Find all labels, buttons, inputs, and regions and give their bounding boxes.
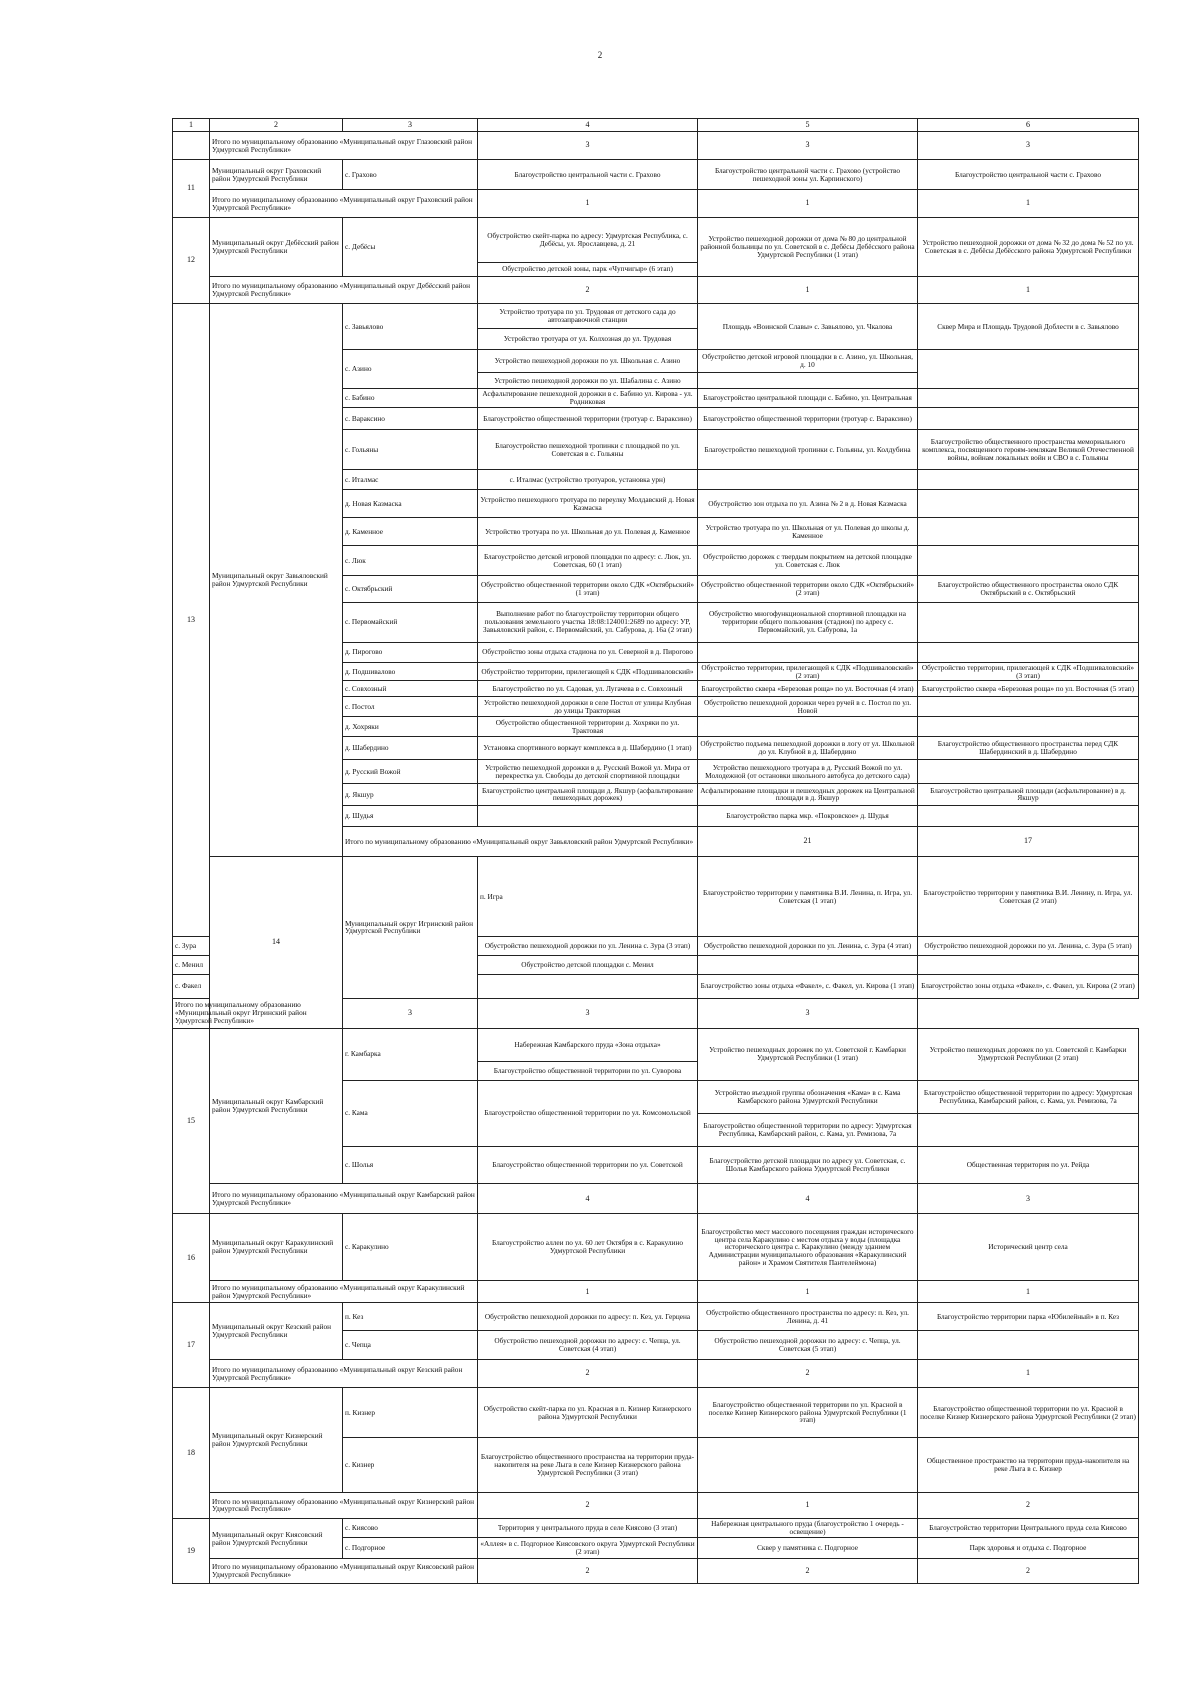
table-cell: д. Шудья xyxy=(343,806,478,827)
table-cell: Обустройство зон отдыха по ул. Азина № 2 в д. Новая Казмаска xyxy=(698,490,918,518)
table-cell xyxy=(478,975,698,998)
table-row xyxy=(173,303,1139,329)
table-cell: Устройство тротуара от ул. Колхозная до ул. Трудовая xyxy=(478,329,698,350)
table-cell: Обустройство территории, прилегающей к СДК «Подшиваловский» (3 этап) xyxy=(918,662,1139,681)
table-cell xyxy=(918,806,1139,827)
table-cell: с. Совхозный xyxy=(343,681,478,697)
table-cell: с. Первомайский xyxy=(343,602,478,642)
table-cell: Устройство пешеходной дорожки от дома № 80 до центральной районной больницы по ул. Советской в с. Дебёсы Дебёсского района Удмуртской Республики (1 этап) xyxy=(698,218,918,277)
table-cell xyxy=(698,1438,918,1493)
table-cell: с. Азино xyxy=(343,350,478,389)
table-cell xyxy=(698,717,918,737)
table-cell xyxy=(918,545,1139,575)
table-row xyxy=(173,1303,1139,1331)
table-row xyxy=(173,1184,1139,1214)
table-cell: д. Русский Вожой xyxy=(343,760,478,783)
table-cell: 21 xyxy=(698,827,918,857)
table-cell: с. Вараксино xyxy=(343,408,478,430)
table-cell: Муниципальный округ Кезский район Удмуртской Республики xyxy=(210,1303,343,1360)
table-cell: Устройство тротуара по ул. Школьная до ул. Полевая д. Каменное xyxy=(478,518,698,546)
table-cell: 1 xyxy=(698,1281,918,1303)
table-cell: Муниципальный округ Завьяловский район Удмуртской Республики xyxy=(210,303,343,857)
table-cell: Устройство въездной группы обозначения «Кама» в с. Кама Камбарского района Удмуртской Республики xyxy=(698,1080,918,1113)
table-cell: 1 xyxy=(698,277,918,304)
table-cell: 12 xyxy=(173,218,210,304)
table-cell: Благоустройство общественной территории по ул. Советской xyxy=(478,1146,698,1184)
table-cell: Благоустройство общественной территории по адресу: Удмуртская Республика, Камбарский район, с. Кама, ул. Ремизова, 7а xyxy=(698,1114,918,1146)
table-cell xyxy=(918,470,1139,490)
table-cell: 1 xyxy=(918,190,1139,218)
table-cell: 3 xyxy=(478,132,698,160)
table-row xyxy=(173,1388,1139,1438)
table-cell: 1 xyxy=(918,1281,1139,1303)
table-cell: 1 xyxy=(698,190,918,218)
table-cell: Благоустройство аллеи по ул. 60 лет Октября в с. Каракулино Удмуртской Республики xyxy=(478,1214,698,1281)
table-cell: Благоустройство общественного пространства перед СДК Шабердинский в д. Шабердино xyxy=(918,737,1139,760)
table-row xyxy=(173,857,1139,937)
table-cell: Благоустройство общественной территории по ул. Комсомольской xyxy=(478,1080,698,1146)
table-cell: Обустройство подъема пешеходной дорожки в логу от ул. Школьной до ул. Клубной в д. Шабердино xyxy=(698,737,918,760)
table-cell: Благоустройство сквера «Березовая роща» по ул. Восточная (5 этап) xyxy=(918,681,1139,697)
table-cell: Итого по муниципальному образованию «Муниципальный округ Глазовский район Удмуртской Республики» xyxy=(210,132,478,160)
table-cell: с. Кизнер xyxy=(343,1438,478,1493)
table-cell: 11 xyxy=(173,160,210,218)
table-cell: 17 xyxy=(173,1303,210,1388)
table-cell: Благоустройство территории у памятника В.И. Ленину, п. Игра, ул. Советская (2 этап) xyxy=(918,857,1139,937)
table-cell xyxy=(918,602,1139,642)
table-cell: Обустройство пешеходной дорожки по ул. Ленина, с. Зура (4 этап) xyxy=(698,937,918,956)
column-number: 5 xyxy=(698,119,918,132)
table-cell xyxy=(918,389,1139,408)
table-cell: Итого по муниципальному образованию «Муниципальный округ Граховский район Удмуртской Республики» xyxy=(210,190,478,218)
table-cell: Благоустройство общественной территории (тротуар с. Вараксино) xyxy=(478,408,698,430)
column-number: 4 xyxy=(478,119,698,132)
table-cell: 1 xyxy=(478,1281,698,1303)
table-cell: 3 xyxy=(918,132,1139,160)
table-cell xyxy=(173,132,210,160)
table-cell xyxy=(918,350,1139,389)
table-cell: Итого по муниципальному образованию «Муниципальный округ Каракулинский район Удмуртской Республики» xyxy=(210,1281,478,1303)
table-cell xyxy=(698,372,918,389)
table-cell: Обустройство пешеходной дорожки по адресу: п. Кез, ул. Герцена xyxy=(478,1303,698,1331)
table-cell: Обустройство территории, прилегающей к СДК «Подшиваловский» xyxy=(478,662,698,681)
table-cell: с. Кама xyxy=(343,1080,478,1146)
table-cell: Устройство пешеходной дорожки по ул. Школьная с. Азино xyxy=(478,350,698,372)
table-row xyxy=(173,1559,1139,1584)
table-row xyxy=(173,132,1139,160)
table-cell: Обустройство пешеходной дорожки по ул. Ленина с. Зура (3 этап) xyxy=(478,937,698,956)
table-cell xyxy=(918,760,1139,783)
table-cell xyxy=(918,518,1139,546)
table-cell: с. Грахово xyxy=(343,160,478,190)
table-cell: Благоустройство сквера «Березовая роща» по ул. Восточная (4 этап) xyxy=(698,681,918,697)
table-cell: 2 xyxy=(918,1492,1139,1519)
table-cell: Установка спортивного воркаут комплекса в д. Шабердино (1 этап) xyxy=(478,737,698,760)
table-row xyxy=(173,1214,1139,1281)
table-cell: Благоустройство пешеходной тропинки с. Гольяны, ул. Колдубина xyxy=(698,430,918,470)
table-cell: 2 xyxy=(478,1559,698,1584)
table-cell: Благоустройство центральной площади с. Бабино, ул. Центральная xyxy=(698,389,918,408)
table-row xyxy=(173,160,1139,190)
table-cell: Обустройство общественной территории д. Хохряки по ул. Трактовая xyxy=(478,717,698,737)
table-cell: Обустройство территории, прилегающей к СДК «Подшиваловский» (2 этап) xyxy=(698,662,918,681)
table-cell: 3 xyxy=(343,998,478,1028)
table-cell: Устройство пешеходной дорожки от дома № 32 до дома № 52 по ул. Советская в с. Дебёсы Дебёсского района Удмуртской Республики xyxy=(918,218,1139,277)
table-cell: Благоустройство общественной территории по ул. Красной в поселке Кизнер Кизнерского района Удмуртской Республики (2 этап) xyxy=(918,1388,1139,1438)
table-cell: Устройство пешеходного тротуара в д. Русский Вожой по ул. Молодежной (от остановки школьного автобуса до детского сада) xyxy=(698,760,918,783)
table-cell: Благоустройство общественного пространства около СДК Октябрьский в с. Октябрьский xyxy=(918,576,1139,603)
table-cell: с. Люк xyxy=(343,545,478,575)
table-cell: 3 xyxy=(478,998,698,1028)
table-cell: с. Чепца xyxy=(343,1331,478,1360)
table-cell: Благоустройство общественного пространства мемориального комплекса, посвященного героям-землякам Великой Отечественной войны, войнам локальных войн и СВО в с. Гольяны xyxy=(918,430,1139,470)
table-cell: Парк здоровья и отдыха с. Подгорное xyxy=(918,1537,1139,1558)
table-row xyxy=(173,1492,1139,1519)
table-cell: Выполнение работ по благоустройству территории общего пользования земельного участка 18:08:124001:2689 по адресу: УР, Завьяловский район, с. Первомайский, ул. Сабурова, д. 16а (2 этап) xyxy=(478,602,698,642)
table-cell: Обустройство пешеходной дорожки по адресу: с. Чепца, ул. Советская (5 этап) xyxy=(698,1331,918,1360)
table-cell: Благоустройство центральной площади д. Якшур (асфальтирование пешеходных дорожек) xyxy=(478,783,698,805)
table-cell: Муниципальный округ Граховский район Удмуртской Республики xyxy=(210,160,343,190)
table-row xyxy=(173,1281,1139,1303)
table-cell: Благоустройство центральной части с. Грахово xyxy=(918,160,1139,190)
table-cell: Обустройство общественной территории около СДК «Октябрьский» (1 этап) xyxy=(478,576,698,603)
table-cell: Итого по муниципальному образованию «Муниципальный округ Киясовский район Удмуртской Республики» xyxy=(210,1559,478,1584)
table-cell: 2 xyxy=(478,1360,698,1388)
table-cell: 3 xyxy=(698,998,918,1028)
table-cell: Обустройство зоны отдыха стадиона по ул. Северной в д. Пирогово xyxy=(478,642,698,662)
table-cell: с. Бабино xyxy=(343,389,478,408)
table-cell: Устройство тротуара по ул. Школьная от ул. Полевая до школы д. Каменное xyxy=(698,518,918,546)
table-cell: 15 xyxy=(173,1028,210,1214)
table-row xyxy=(173,1360,1139,1388)
table-cell: п. Кез xyxy=(343,1303,478,1331)
table-cell: Территория у центрального пруда в селе Киясово (3 этап) xyxy=(478,1519,698,1538)
table-cell: Набережная Камбарского пруда «Зона отдыха» xyxy=(478,1028,698,1061)
table-cell xyxy=(698,642,918,662)
table-cell: 2 xyxy=(918,1559,1139,1584)
table-cell xyxy=(698,470,918,490)
table-row xyxy=(173,190,1139,218)
table-cell: д. Якшур xyxy=(343,783,478,805)
column-number: 2 xyxy=(210,119,343,132)
table-cell: Благоустройство общественной территории по ул. Красной в поселке Кизнер Кизнерского района Удмуртской Республики (1 этап) xyxy=(698,1388,918,1438)
table-cell: 2 xyxy=(698,1360,918,1388)
table-cell: Благоустройство мест массового посещения граждан исторического центра села Каракулино с местом отдыха у воды (площадка исторического центра с. Каракулино (между зданием Администрации муниципального образования «Каракулинский район» и Храмом Святителя Пантелеймона) xyxy=(698,1214,918,1281)
table-cell: Обустройство многофункциональной спортивной площадки на территории общего пользования (стадион) по адресу с. Первомайский, ул. Сабурова, 1а xyxy=(698,602,918,642)
table-cell: 17 xyxy=(918,827,1139,857)
table-row xyxy=(173,1519,1139,1538)
table-cell: Обустройство общественной территории около СДК «Октябрьский» (2 этап) xyxy=(698,576,918,603)
column-number: 1 xyxy=(173,119,210,132)
table-row xyxy=(173,1028,1139,1061)
table-cell: Благоустройство центральной площади (асфальтирование) в д. Якшур xyxy=(918,783,1139,805)
table-cell: Муниципальный округ Камбарский район Удмуртской Республики xyxy=(210,1028,343,1184)
table-cell: Муниципальный округ Каракулинский район Удмуртской Республики xyxy=(210,1214,343,1281)
table-cell: Обустройство скейт-парка по ул. Красная в п. Кизнер Кизнерского района Удмуртской Республики xyxy=(478,1388,698,1438)
table-cell: Устройство пешеходных дорожек по ул. Советской г. Камбарки Удмуртской Республики (2 этап) xyxy=(918,1028,1139,1080)
table-cell: Сквер у памятника с. Подгорное xyxy=(698,1537,918,1558)
table-cell xyxy=(478,806,698,827)
table-cell xyxy=(698,956,918,975)
table-cell: Обустройство детской площадки с. Менил xyxy=(478,956,698,975)
table-cell: Итого по муниципальному образованию «Муниципальный округ Дебёсский район Удмуртской Республики» xyxy=(210,277,478,304)
table-cell: Обустройство пешеходной дорожки по ул. Ленина, с. Зура (5 этап) xyxy=(918,937,1139,956)
table-cell: Итого по муниципальному образованию «Муниципальный округ Игринский район Удмуртской Республики» xyxy=(173,998,343,1028)
table-cell: с. Дебёсы xyxy=(343,218,478,277)
table-cell: Общественное пространство на территории пруда-накопителя на реке Лыга в с. Кизнер xyxy=(918,1438,1139,1493)
table-cell: Благоустройство детской игровой площадки по адресу: с. Люк, ул. Советская, 60 (1 этап) xyxy=(478,545,698,575)
table-cell: д. Пирогово xyxy=(343,642,478,662)
table-cell: Итого по муниципальному образованию «Муниципальный округ Завьяловский район Удмуртской Республики» xyxy=(343,827,698,857)
table-cell: 2 xyxy=(478,277,698,304)
table-cell: Сквер Мира и Площадь Трудовой Доблести в с. Завьялово xyxy=(918,303,1139,350)
table-cell: 1 xyxy=(918,1360,1139,1388)
table-cell: с. Подгорное xyxy=(343,1537,478,1558)
table-cell xyxy=(918,642,1139,662)
table-cell: Благоустройство общественной территории по адресу: Удмуртская Республика, Камбарский район, с. Кама, ул. Ремизова, 7а xyxy=(918,1080,1139,1113)
table-cell: с. Каракулино xyxy=(343,1214,478,1281)
table-cell: 14 xyxy=(210,857,343,1028)
table-cell: Благоустройство территории парка «Юбилейный» в п. Кез xyxy=(918,1303,1139,1331)
table-cell: п. Игра xyxy=(478,857,698,937)
table-cell: Устройство пешеходной дорожки в селе Постол от улицы Клубная до улицы Тракторная xyxy=(478,697,698,717)
table-cell: Благоустройство территории Центрального пруда села Киясово xyxy=(918,1519,1139,1538)
table-cell xyxy=(918,956,1139,975)
table-cell: Муниципальный округ Игринский район Удмуртской Республики xyxy=(343,857,478,998)
column-number: 3 xyxy=(343,119,478,132)
table-cell: «Аллея» в с. Подгорное Киясовского округа Удмуртской Республики (2 этап) xyxy=(478,1537,698,1558)
table-cell: с. Менил xyxy=(173,956,210,975)
table-cell: Благоустройство общественного пространства на территории пруда-накопителя на реке Лыга в селе Кизнер Кизнерского района Удмуртской Республики (3 этап) xyxy=(478,1438,698,1493)
table-cell: Муниципальный округ Киясовский район Удмуртской Республики xyxy=(210,1519,343,1559)
table-cell: 3 xyxy=(698,132,918,160)
table-cell: Устройство пешеходной дорожки по ул. Шабалина с. Азино xyxy=(478,372,698,389)
table-cell: с. Зура xyxy=(173,937,210,956)
table-cell: Обустройство пешеходной дорожки по адресу: с. Чепца, ул. Советская (4 этап) xyxy=(478,1331,698,1360)
table-row xyxy=(173,998,1139,1028)
table-cell: с. Постол xyxy=(343,697,478,717)
table-cell: с. Киясово xyxy=(343,1519,478,1538)
table-cell: п. Кизнер xyxy=(343,1388,478,1438)
table-cell: Устройство пешеходных дорожек по ул. Советской г. Камбарки Удмуртской Республики (1 этап) xyxy=(698,1028,918,1080)
table-cell: Итого по муниципальному образованию «Муниципальный округ Кизнерский район Удмуртской Республики» xyxy=(210,1492,478,1519)
table-row xyxy=(173,218,1139,263)
table-cell: Благоустройство центральной части с. Грахово (устройство пешеходной зоны ул. Карпинского) xyxy=(698,160,918,190)
table-cell: Благоустройство зоны отдыха «Факел», с. Факел, ул. Кирова (1 этап) xyxy=(698,975,918,998)
page-number: 2 xyxy=(597,50,603,60)
table-cell: Благоустройство общественной территории по ул. Суворова xyxy=(478,1061,698,1080)
table-cell xyxy=(918,717,1139,737)
table-cell: д. Каменное xyxy=(343,518,478,546)
table-cell: 1 xyxy=(478,190,698,218)
table-cell: Обустройство детской игровой площадки в с. Азино, ул. Школьная, д. 10 xyxy=(698,350,918,372)
table-cell: Благоустройство зоны отдыха «Факел», с. Факел, ул. Кирова (2 этап) xyxy=(918,975,1139,998)
table-cell: г. Камбарка xyxy=(343,1028,478,1080)
table-cell: с. Октябрьский xyxy=(343,576,478,603)
table-cell: Муниципальный округ Кизнерский район Удмуртской Республики xyxy=(210,1388,343,1493)
table-row xyxy=(173,277,1139,304)
table-cell xyxy=(918,408,1139,430)
table-cell: 18 xyxy=(173,1388,210,1519)
improvement-program-table xyxy=(172,118,1139,1584)
table-cell: Асфальтирование площадки и пешеходных дорожек на Центральной площади в д. Якшур xyxy=(698,783,918,805)
table-cell: д. Подшивалово xyxy=(343,662,478,681)
table-body xyxy=(173,119,1139,1584)
column-number: 6 xyxy=(918,119,1139,132)
table-cell: д. Шабердино xyxy=(343,737,478,760)
table-cell: Обустройство детской зоны, парк «Чупчигыр» (6 этап) xyxy=(478,262,698,276)
table-cell: Набережная центрального пруда (благоустройство 1 очередь - освещение) xyxy=(698,1519,918,1538)
table-cell: Обустройство общественного пространства по адресу: п. Кез, ул. Ленина, д. 41 xyxy=(698,1303,918,1331)
table-cell: Благоустройство территории у памятника В.И. Ленина, п. Игра, ул. Советская (1 этап) xyxy=(698,857,918,937)
table-cell: д. Новая Казмаска xyxy=(343,490,478,518)
table-cell: 1 xyxy=(918,277,1139,304)
table-cell xyxy=(918,1331,1139,1360)
table-cell: Благоустройство по ул. Садовая, ул. Лугачева в с. Совхозный xyxy=(478,681,698,697)
table-cell: с. Шолья xyxy=(343,1146,478,1184)
table-cell: Благоустройство общественной территории (тротуар с. Вараксино) xyxy=(698,408,918,430)
table-cell: Итого по муниципальному образованию «Муниципальный округ Кезский район Удмуртской Республики» xyxy=(210,1360,478,1388)
table-cell: Устройство тротуара по ул. Трудовая от детского сада до автозаправочной станции xyxy=(478,303,698,329)
table-cell: Общественная территория по ул. Рейда xyxy=(918,1146,1139,1184)
table-cell: Асфальтирование пешеходной дорожки в с. Бабино ул. Кирова - ул. Родниковая xyxy=(478,389,698,408)
table-cell: 13 xyxy=(173,303,210,937)
table-cell: с. Италмас xyxy=(343,470,478,490)
table-cell: 1 xyxy=(698,1492,918,1519)
table-cell: 2 xyxy=(478,1492,698,1519)
table-cell: Устройство пешеходной дорожки в д. Русский Вожой ул. Мира от перекрестка ул. Свободы до детской спортивной площадки xyxy=(478,760,698,783)
table-cell: с. Факел xyxy=(173,975,210,998)
table-cell: Обустройство скейт-парка по адресу: Удмуртская Республика, с. Дебёсы, ул. Ярославцева, д. 21 xyxy=(478,218,698,263)
table-cell xyxy=(918,490,1139,518)
table-cell: 4 xyxy=(698,1184,918,1214)
column-number-row xyxy=(173,119,1139,132)
table-cell: Благоустройство парка мкр. «Покровское» д. Шудья xyxy=(698,806,918,827)
table-cell: Муниципальный округ Дебёсский район Удмуртской Республики xyxy=(210,218,343,277)
table-cell xyxy=(918,1114,1139,1146)
table-cell: д. Хохряки xyxy=(343,717,478,737)
table-cell: с. Завьялово xyxy=(343,303,478,350)
table-cell: 4 xyxy=(478,1184,698,1214)
table-cell: Устройство пешеходного тротуара по переулку Молдавский д. Новая Казмаска xyxy=(478,490,698,518)
table-cell: Итого по муниципальному образованию «Муниципальный округ Камбарский район Удмуртской Республики» xyxy=(210,1184,478,1214)
table-cell: с. Италмас (устройство тротуаров, установка урн) xyxy=(478,470,698,490)
table-cell: Обустройство пешеходной дорожки через ручей в с. Постол по ул. Новой xyxy=(698,697,918,717)
table-cell: 2 xyxy=(698,1559,918,1584)
table-cell: 3 xyxy=(918,1184,1139,1214)
table-cell: Площадь «Воинской Славы» с. Завьялово, ул. Чкалова xyxy=(698,303,918,350)
table-cell: Благоустройство центральной части с. Грахово xyxy=(478,160,698,190)
table-cell: Благоустройство пешеходной тропинки с площадкой по ул. Советская в с. Гольяны xyxy=(478,430,698,470)
table-cell: с. Гольяны xyxy=(343,430,478,470)
table-cell: Благоустройство детской площадки по адресу ул. Советская, с. Шолья Камбарского района Удмуртской Республики xyxy=(698,1146,918,1184)
table-cell: 16 xyxy=(173,1214,210,1303)
table-cell: 19 xyxy=(173,1519,210,1584)
table-cell: Исторический центр села xyxy=(918,1214,1139,1281)
table-cell xyxy=(918,697,1139,717)
table-cell: Обустройство дорожек с твердым покрытием на детской площадке ул. Советская с. Люк xyxy=(698,545,918,575)
